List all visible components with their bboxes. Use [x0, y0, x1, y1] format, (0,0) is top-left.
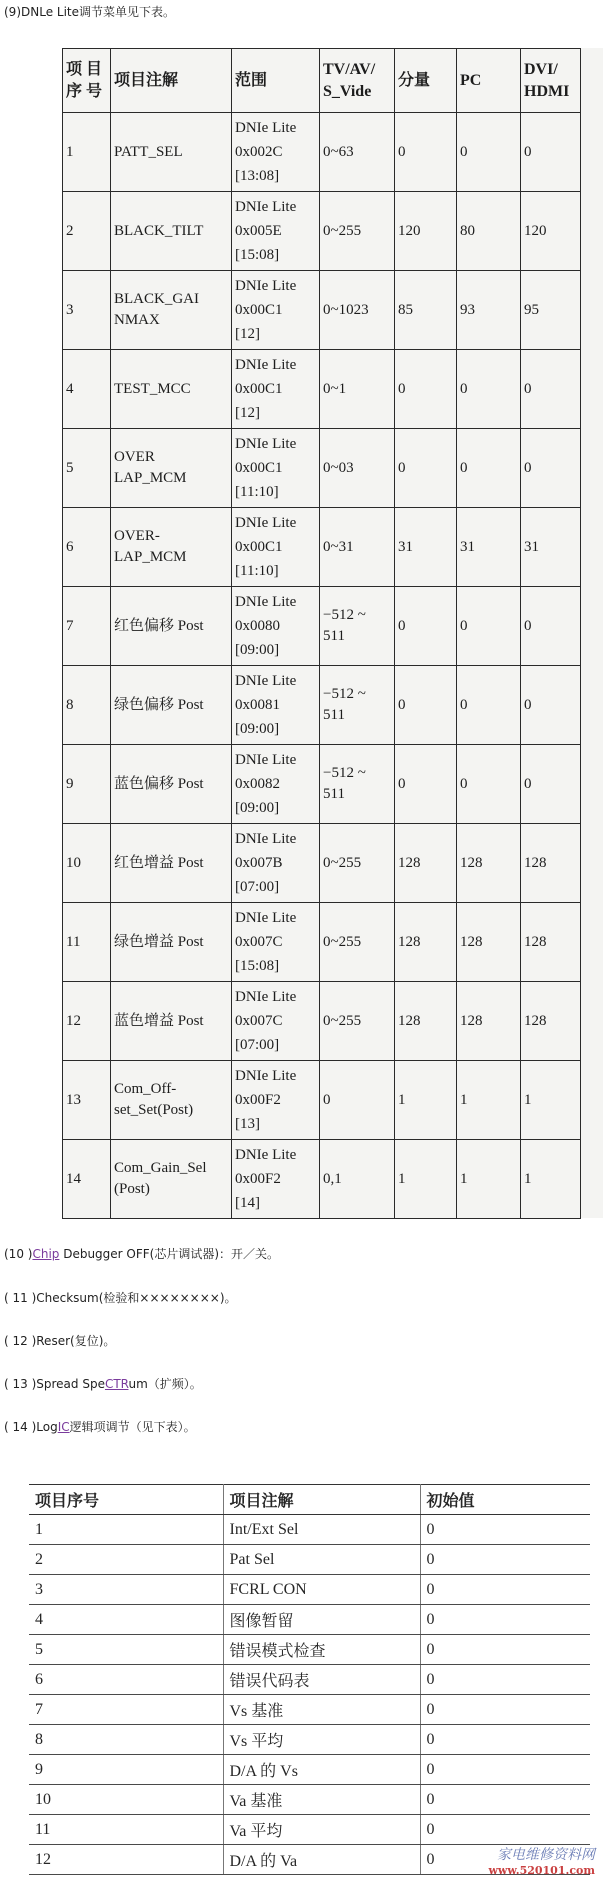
cell-no: 8	[29, 1725, 223, 1755]
cell-range: −512 ~ 511	[320, 745, 395, 824]
cell-val: 0	[420, 1635, 590, 1665]
cell-name: 蓝色增益 Post	[111, 982, 232, 1061]
cell-pc: 0	[457, 666, 521, 745]
cell-no: 9	[29, 1755, 223, 1785]
cell-range: −512 ~ 511	[320, 666, 395, 745]
table-row	[63, 982, 581, 1061]
cell-no: 7	[29, 1695, 223, 1725]
cell-val: 0	[420, 1515, 590, 1545]
dnie-table-scan	[62, 48, 603, 1218]
watermark-url: www.520101.com	[488, 1864, 595, 1877]
cell-val: 0	[420, 1725, 590, 1755]
cell-no: 9	[63, 745, 111, 824]
note-text: Debugger OFF(芯片调试器)：开／关。	[59, 1247, 280, 1261]
cell-range: 0	[320, 1061, 395, 1140]
cell-name: FCRL CON	[223, 1575, 420, 1605]
note-11: ( 11 )Checksum(检验和××××××××)。	[4, 1291, 237, 1305]
cell-reg: DNIe Lite 0x002C [13:08]	[232, 113, 320, 192]
cell-comp: 0	[395, 666, 457, 745]
cell-pc: 128	[457, 903, 521, 982]
dnie-lite-table	[62, 48, 581, 1219]
cell-pc: 0	[457, 745, 521, 824]
cell-name: 绿色增益 Post	[111, 903, 232, 982]
cell-no: 4	[63, 350, 111, 429]
cell-range: 0~255	[320, 982, 395, 1061]
cell-val: 0	[420, 1695, 590, 1725]
cell-name: 图像暂留	[223, 1605, 420, 1635]
cell-reg: DNIe Lite 0x00F2 [13]	[232, 1061, 320, 1140]
cell-reg: DNIe Lite 0x0080 [09:00]	[232, 587, 320, 666]
cell-name: TEST_MCC	[111, 350, 232, 429]
cell-name: D/A 的 Va	[223, 1845, 420, 1875]
table-row	[29, 1575, 590, 1605]
cell-name: Vs 基准	[223, 1695, 420, 1725]
ic-link[interactable]: IC	[57, 1420, 70, 1434]
cell-reg: DNIe Lite 0x00C1 [12]	[232, 271, 320, 350]
cell-comp: 128	[395, 982, 457, 1061]
cell-comp: 128	[395, 903, 457, 982]
table-row	[63, 429, 581, 508]
cell-name: 红色偏移 Post	[111, 587, 232, 666]
cell-no: 6	[63, 508, 111, 587]
header-cell: 分量	[395, 49, 457, 113]
cell-name: 蓝色偏移 Post	[111, 745, 232, 824]
note-14	[4, 1419, 196, 1435]
cell-pc: 80	[457, 192, 521, 271]
cell-reg: DNIe Lite 0x007C [15:08]	[232, 903, 320, 982]
table-row	[29, 1725, 590, 1755]
cell-pc: 31	[457, 508, 521, 587]
cell-name: Com_Off- set_Set(Post)	[111, 1061, 232, 1140]
cell-pc: 0	[457, 429, 521, 508]
cell-dvi: 0	[521, 429, 581, 508]
note-text: (10 )	[4, 1247, 33, 1261]
cell-range: 0~1023	[320, 271, 395, 350]
table-row	[29, 1515, 590, 1545]
cell-name: 红色增益 Post	[111, 824, 232, 903]
cell-no: 2	[63, 192, 111, 271]
cell-no: 5	[29, 1635, 223, 1665]
cell-name: Vs 平均	[223, 1725, 420, 1755]
header-cell: 初始值	[420, 1485, 590, 1515]
cell-reg: DNIe Lite 0x005E [15:08]	[232, 192, 320, 271]
table-row	[29, 1695, 590, 1725]
table-row	[63, 903, 581, 982]
cell-dvi: 0	[521, 113, 581, 192]
header-cell: PC	[457, 49, 521, 113]
cell-name: 错误代码表	[223, 1665, 420, 1695]
cell-dvi: 31	[521, 508, 581, 587]
cell-dvi: 128	[521, 982, 581, 1061]
table-row	[63, 192, 581, 271]
cell-no: 11	[29, 1815, 223, 1845]
cell-reg: DNIe Lite 0x00C1 [11:10]	[232, 429, 320, 508]
table-row	[63, 745, 581, 824]
cell-val: 0	[420, 1785, 590, 1815]
table-row	[63, 666, 581, 745]
cell-dvi: 0	[521, 745, 581, 824]
cell-comp: 128	[395, 824, 457, 903]
cell-comp: 0	[395, 587, 457, 666]
cell-val: 0	[420, 1575, 590, 1605]
cell-name: Com_Gain_Sel (Post)	[111, 1140, 232, 1219]
table-row	[63, 271, 581, 350]
cell-dvi: 1	[521, 1140, 581, 1219]
cell-no: 7	[63, 587, 111, 666]
cell-range: 0~63	[320, 113, 395, 192]
cell-name: BLACK_TILT	[111, 192, 232, 271]
table-header-row	[63, 49, 581, 113]
table-row	[29, 1785, 590, 1815]
watermark-title: 家电维修资料网	[497, 1847, 595, 1863]
cell-no: 10	[63, 824, 111, 903]
note-text: 逻辑项调节（见下表）。	[69, 1420, 196, 1434]
header-cell: DVI/ HDMI	[521, 49, 581, 113]
cell-range: 0~255	[320, 824, 395, 903]
table-row	[29, 1635, 590, 1665]
header-cell: 项目注解	[223, 1485, 420, 1515]
cell-name: Pat Sel	[223, 1545, 420, 1575]
cell-name: PATT_SEL	[111, 113, 232, 192]
note-13	[4, 1376, 202, 1392]
cell-name: D/A 的 Vs	[223, 1755, 420, 1785]
cell-pc: 128	[457, 982, 521, 1061]
cell-val: 0	[420, 1815, 590, 1845]
intro-text: (9)DNLe Lite调节菜单见下表。	[4, 5, 175, 19]
cell-pc: 0	[457, 113, 521, 192]
cell-no: 10	[29, 1785, 223, 1815]
cell-no: 14	[63, 1140, 111, 1219]
cell-dvi: 120	[521, 192, 581, 271]
table-row	[29, 1665, 590, 1695]
cell-range: 0~1	[320, 350, 395, 429]
table-row	[29, 1605, 590, 1635]
cell-dvi: 128	[521, 903, 581, 982]
cell-val: 0	[420, 1665, 590, 1695]
cell-comp: 0	[395, 429, 457, 508]
cell-val: 0	[420, 1845, 590, 1875]
table-row	[63, 824, 581, 903]
cell-dvi: 128	[521, 824, 581, 903]
header-cell: 范围	[232, 49, 320, 113]
cell-pc: 1	[457, 1061, 521, 1140]
site-watermark	[488, 1848, 595, 1878]
cell-range: 0~31	[320, 508, 395, 587]
cell-comp: 1	[395, 1061, 457, 1140]
cell-comp: 0	[395, 350, 457, 429]
cell-range: 0~255	[320, 903, 395, 982]
logic-table	[29, 1484, 590, 1875]
table-row	[29, 1545, 590, 1575]
cell-no: 5	[63, 429, 111, 508]
cell-range: 0~03	[320, 429, 395, 508]
cell-name: 错误模式检查	[223, 1635, 420, 1665]
cell-name: 绿色偏移 Post	[111, 666, 232, 745]
cell-val: 0	[420, 1755, 590, 1785]
table-row	[63, 1140, 581, 1219]
header-cell: 项目序号	[29, 1485, 223, 1515]
cell-no: 12	[63, 982, 111, 1061]
cell-val: 0	[420, 1605, 590, 1635]
cell-dvi: 95	[521, 271, 581, 350]
ctr-link[interactable]: CTR	[104, 1377, 129, 1391]
cell-no: 1	[63, 113, 111, 192]
cell-name: OVER LAP_MCM	[111, 429, 232, 508]
table-header-row	[29, 1485, 590, 1515]
cell-val: 0	[420, 1545, 590, 1575]
cell-dvi: 0	[521, 587, 581, 666]
note-text: ( 14 )Log	[4, 1420, 58, 1434]
table-row	[63, 1061, 581, 1140]
cell-pc: 0	[457, 350, 521, 429]
cell-reg: DNIe Lite 0x00C1 [12]	[232, 350, 320, 429]
cell-pc: 0	[457, 587, 521, 666]
cell-no: 8	[63, 666, 111, 745]
note-10	[4, 1246, 279, 1262]
table-row	[63, 113, 581, 192]
cell-range: 0,1	[320, 1140, 395, 1219]
cell-no: 2	[29, 1545, 223, 1575]
note-text: um（扩频）。	[128, 1377, 202, 1391]
cell-no: 3	[29, 1575, 223, 1605]
cell-pc: 128	[457, 824, 521, 903]
table-row	[29, 1755, 590, 1785]
cell-comp: 0	[395, 745, 457, 824]
cell-no: 1	[29, 1515, 223, 1545]
cell-reg: DNIe Lite 0x007B [07:00]	[232, 824, 320, 903]
table-row	[63, 508, 581, 587]
cell-range: 0~255	[320, 192, 395, 271]
cell-no: 12	[29, 1845, 223, 1875]
cell-reg: DNIe Lite 0x00F2 [14]	[232, 1140, 320, 1219]
note-12: ( 12 )Reser(复位)。	[4, 1334, 116, 1348]
chip-link[interactable]: Chip	[32, 1247, 60, 1261]
cell-no: 11	[63, 903, 111, 982]
table-row	[63, 587, 581, 666]
cell-range: −512 ~ 511	[320, 587, 395, 666]
cell-no: 6	[29, 1665, 223, 1695]
cell-no: 4	[29, 1605, 223, 1635]
cell-comp: 120	[395, 192, 457, 271]
header-cell: TV/AV/ S_Vide	[320, 49, 395, 113]
cell-name: BLACK_GAI NMAX	[111, 271, 232, 350]
cell-reg: DNIe Lite 0x0081 [09:00]	[232, 666, 320, 745]
header-cell: 项目注解	[111, 49, 232, 113]
cell-dvi: 0	[521, 350, 581, 429]
cell-pc: 1	[457, 1140, 521, 1219]
table-row	[29, 1815, 590, 1845]
cell-name: Va 平均	[223, 1815, 420, 1845]
table-row	[63, 350, 581, 429]
cell-name: Int/Ext Sel	[223, 1515, 420, 1545]
cell-no: 3	[63, 271, 111, 350]
cell-name: OVER- LAP_MCM	[111, 508, 232, 587]
cell-pc: 93	[457, 271, 521, 350]
cell-dvi: 1	[521, 1061, 581, 1140]
cell-dvi: 0	[521, 666, 581, 745]
cell-name: Va 基准	[223, 1785, 420, 1815]
header-cell: 项 目 序 号	[63, 49, 111, 113]
cell-reg: DNIe Lite 0x00C1 [11:10]	[232, 508, 320, 587]
cell-reg: DNIe Lite 0x007C [07:00]	[232, 982, 320, 1061]
cell-comp: 31	[395, 508, 457, 587]
note-text: ( 13 )Spread Spe	[4, 1377, 105, 1391]
cell-no: 13	[63, 1061, 111, 1140]
cell-comp: 1	[395, 1140, 457, 1219]
cell-reg: DNIe Lite 0x0082 [09:00]	[232, 745, 320, 824]
cell-comp: 85	[395, 271, 457, 350]
cell-comp: 0	[395, 113, 457, 192]
